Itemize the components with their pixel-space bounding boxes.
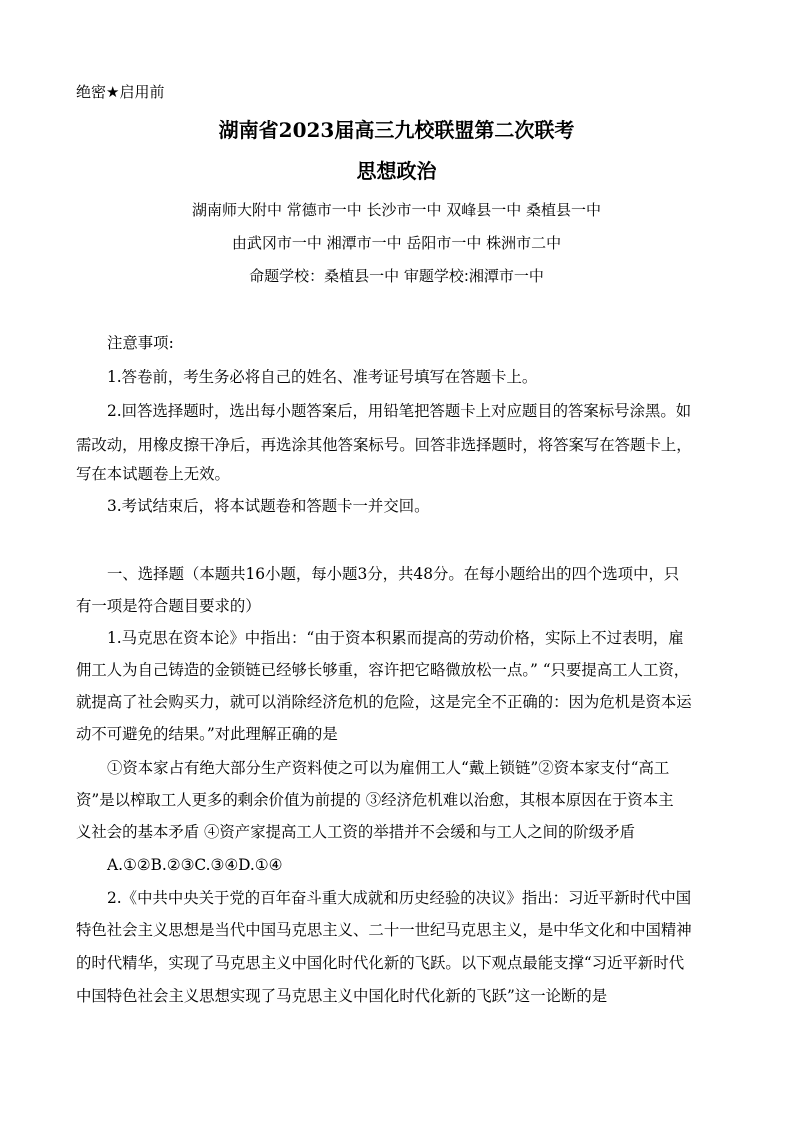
question-1-line-4: 动不可避免的结果。”对此理解正确的是 <box>76 725 338 743</box>
question-2-line-3: 的时代精华，实现了马克思主义中国化时代化新的飞跃。以下观点最能支撑“习近平新时代 <box>76 954 685 972</box>
question-1-options-line-1: ①资本家占有绝大部分生产资料使之可以为雇佣工人“戴上锁链”②资本家支付“高工 <box>107 759 670 777</box>
notes-heading: 注意事项: <box>107 334 174 352</box>
schools-line-2: 由武冈市一中 湘潭市一中 岳阳市一中 株洲市二中 <box>231 234 562 252</box>
question-2-line-2: 特色社会主义思想是当代中国马克思主义、二十一世纪马克思主义，是中华文化和中国精神 <box>76 921 692 939</box>
exam-title: 湖南省2023届高三九校联盟第二次联考 <box>218 118 575 142</box>
note-item-2-line-3: 写在本试题卷上无效。 <box>76 465 230 483</box>
section-heading-line-1: 一、选择题（本题共16小题，每小题3分，共48分。在每小题给出的四个选项中，只 <box>107 565 680 583</box>
question-1-options-line-2: 资”是以榨取工人更多的剩余价值为前提的 ③经济危机难以治愈，其根本原因在于资本主 <box>76 791 674 809</box>
question-1-options-line-3: 义社会的基本矛盾 ④资产家提高工人工资的举措并不会缓和与工人之间的阶级矛盾 <box>76 823 635 841</box>
note-item-1: 1.答卷前，考生务必将自己的姓名、准考证号填写在答题卡上。 <box>107 368 538 386</box>
section-heading-line-2: 有一项是符合题目要求的） <box>76 597 261 615</box>
question-2-line-4: 中国特色社会主义思想实现了马克思主义中国化时代化新的飞跃”这一论断的是 <box>76 987 608 1005</box>
question-1-line-3: 就提高了社会购买力，就可以消除经济危机的危险，这是完全不正确的：因为危机是资本运 <box>76 693 692 711</box>
secret-mark: 绝密★启用前 <box>76 83 165 101</box>
question-1-choices: A.①②B.②③C.③④D.①④ <box>107 856 283 874</box>
question-1-line-2: 佣工人为自己铸造的金锁链已经够长够重，容许把它略微放松一点。” “只要提高工人工资， <box>76 661 690 679</box>
setters-line: 命题学校：桑植县一中 审题学校:湘潭市一中 <box>249 267 544 285</box>
note-item-2-line-2: 需改动，用橡皮擦干净后，再选涂其他答案标号。回答非选择题时，将答案写在答题卡上， <box>76 436 692 454</box>
subject-title: 思想政治 <box>356 159 437 183</box>
note-item-2-line-1: 2.回答选择题时，选出每小题答案后，用铅笔把答题卡上对应题目的答案标号涂黑。如 <box>107 402 692 420</box>
note-item-3: 3.考试结束后，将本试题卷和答题卡一并交回。 <box>107 497 430 515</box>
question-1-line-1: 1.马克思在资本论》中指出：“由于资本积累而提高的劳动价格，实际上不过表明，雇 <box>107 629 684 647</box>
question-2-line-1: 2.《中共中央关于党的百年奋斗重大成就和历史经验的决议》指出：习近平新时代中国 <box>107 889 692 907</box>
schools-line-1: 湖南师大附中 常德市一中 长沙市一中 双峰县一中 桑植县一中 <box>191 201 602 219</box>
